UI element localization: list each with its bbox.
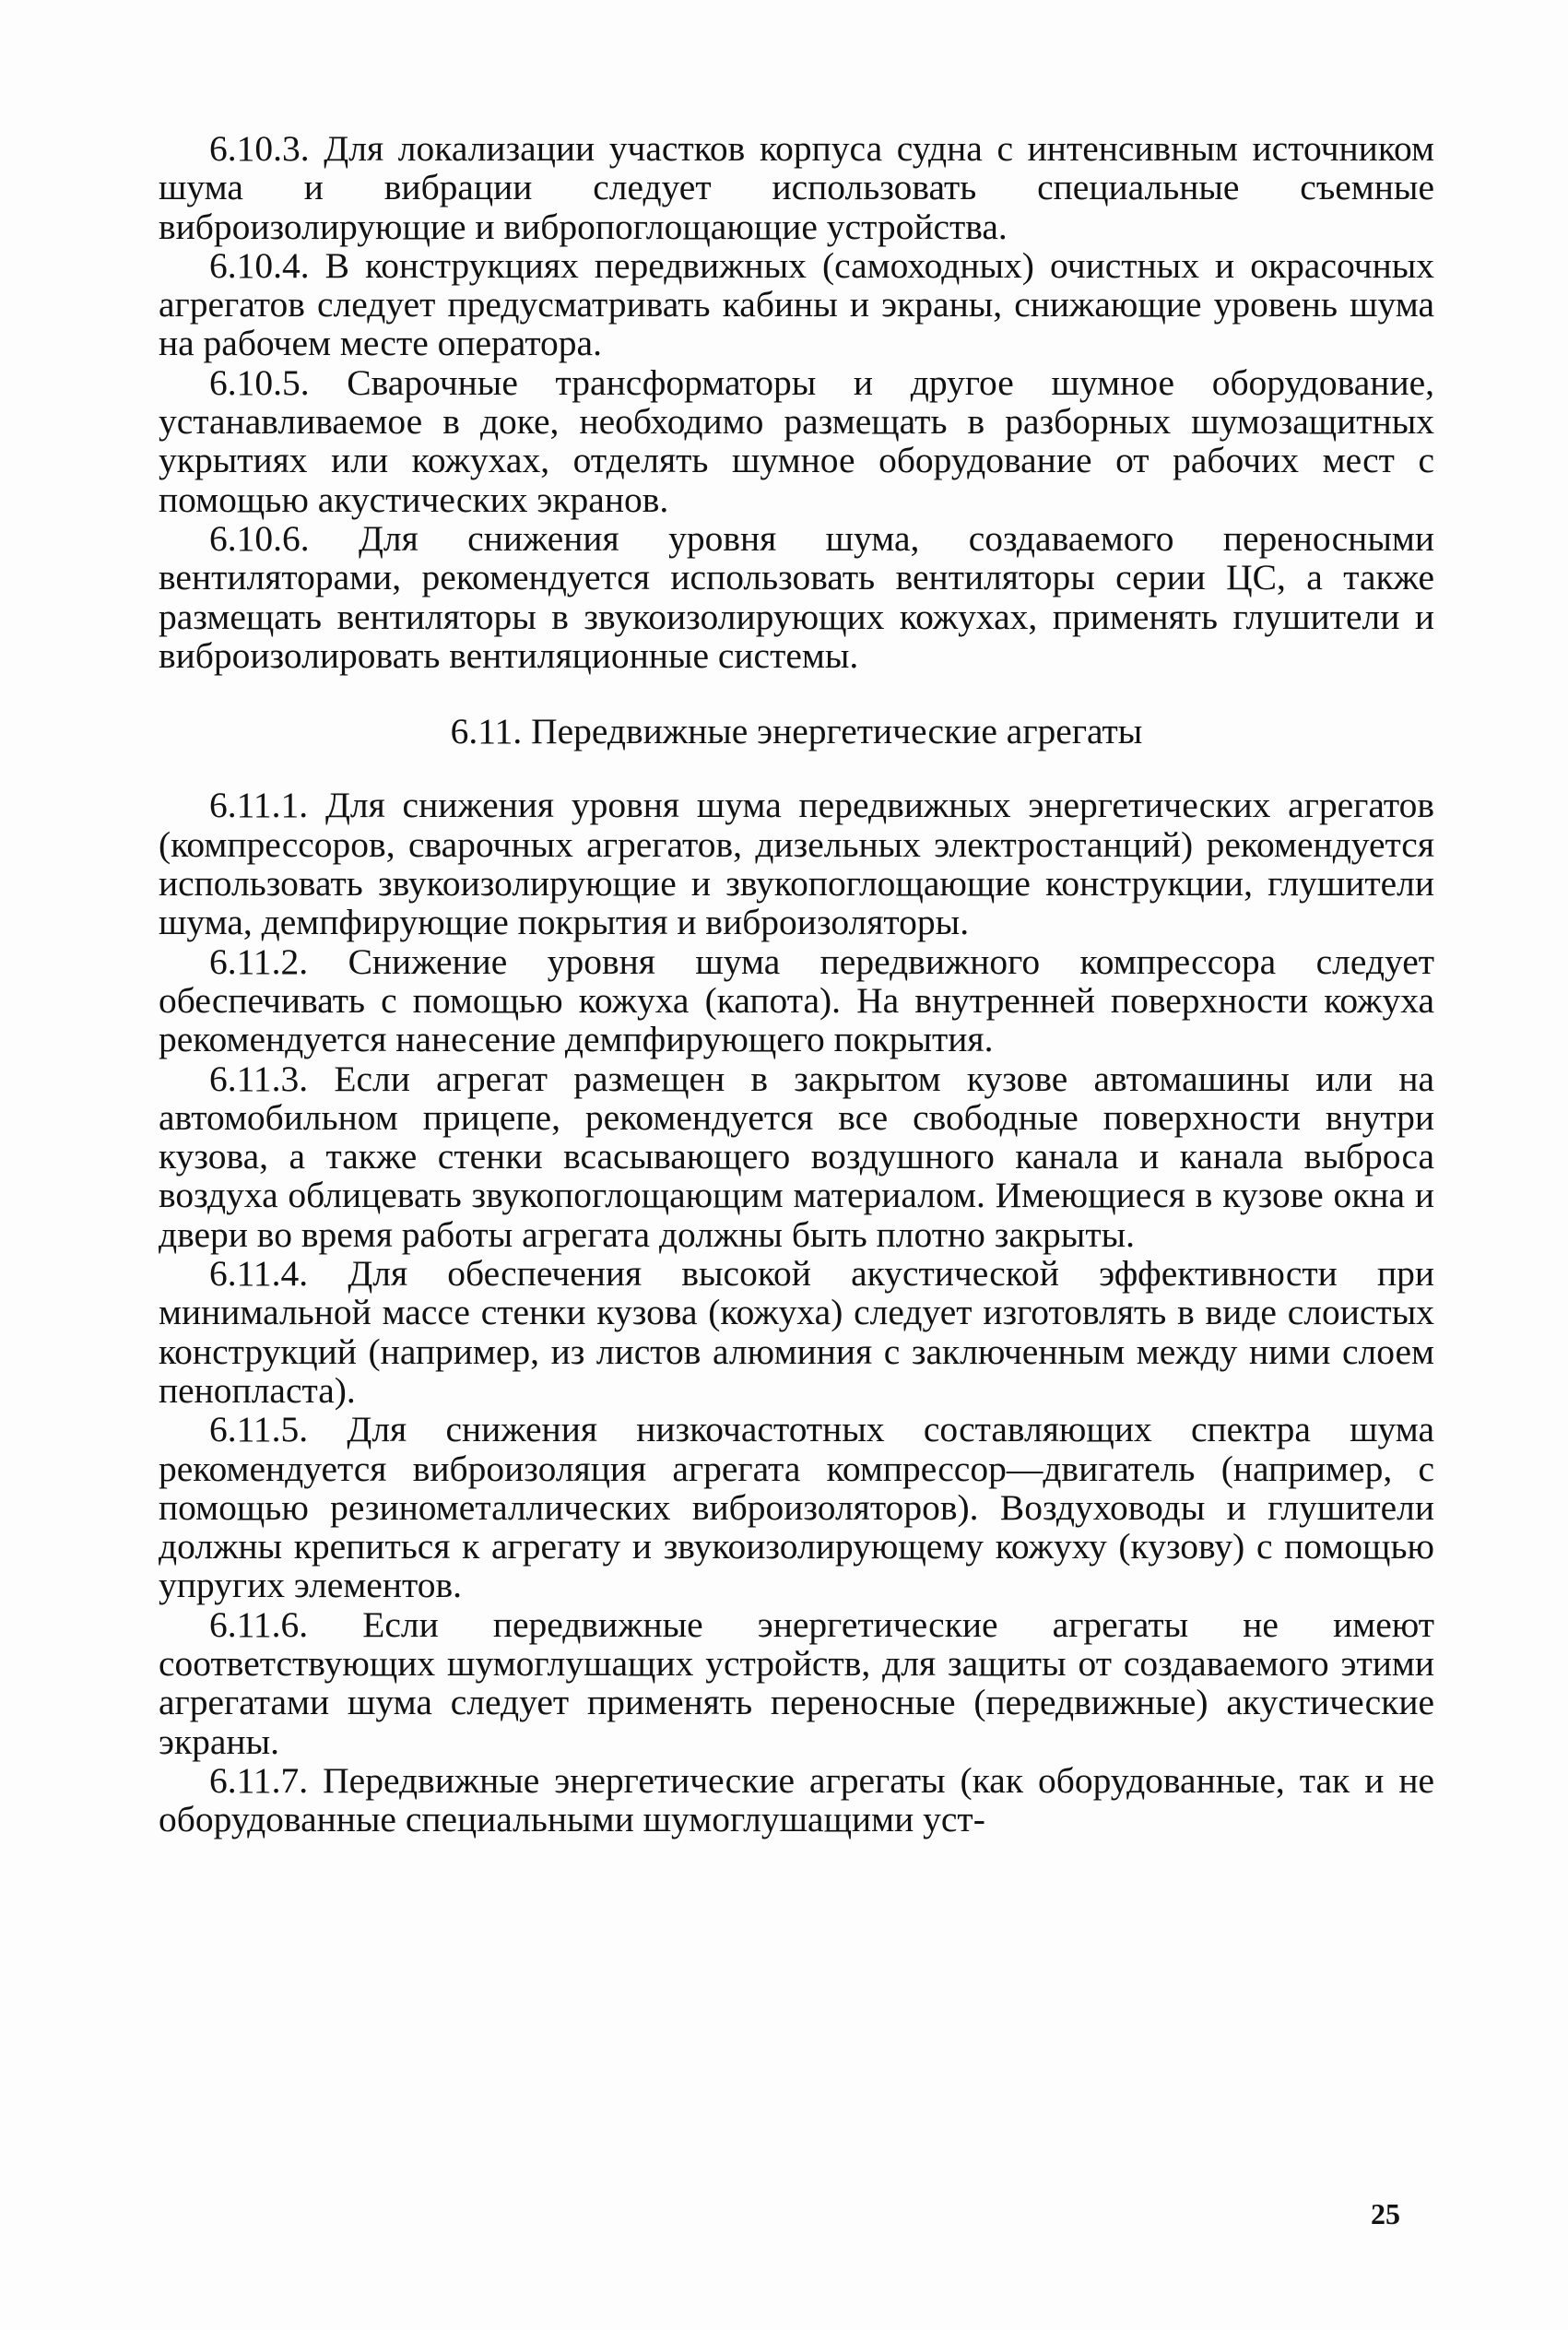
paragraph-6-11-6: 6.11.6. Если передвижные энергетические агрегаты не имеют соответствующих шумоглушащих устройств, для защиты от создаваемого этими агрегатами шума следует применять переносные (передвижные) акустические экраны. — [159, 1603, 1434, 1762]
paragraph-6-11-4: 6.11.4. Для обеспечения высокой акустической эффективности при минимальной массе стенки кузова (кожуха) следует изготовлять в виде слоистых конструкций (например, из листов алюминия с заключенным между ними слоем пенопласта). — [159, 1253, 1434, 1411]
section-heading: 6.11. Передвижные энергетические агрегаты — [450, 711, 1143, 752]
paragraph-6-11-7: 6.11.7. Передвижные энергетические агрегаты (как оборудованные, так и не оборудованные специальными шумоглушащими уст- — [159, 1759, 1434, 1840]
paragraph-6-10-3: 6.10.3. Для локализации участков корпуса судна с интенсивным источником шума и вибрации следует использовать специальные съемные виброизолирующие и вибропоглощающие устройства. — [159, 128, 1434, 247]
paragraph-6-11-1: 6.11.1. Для снижения уровня шума передвижных энергетических агрегатов (компрессоров, сварочных агрегатов, дизельных электростанций) рекомендуется использовать звукоизолирующие и звукопоглощающие конструкции, глушители шума, демпфирующие покрытия и виброизоляторы. — [159, 785, 1434, 943]
body-text — [159, 129, 1434, 1839]
paragraph-6-10-4: 6.10.4. В конструкциях передвижных (самоходных) очистных и окрасочных агрегатов следует предусматривать кабины и экраны, снижающие уровень шума на рабочем месте оператора. — [159, 244, 1434, 364]
paragraph-6-10-6: 6.10.6. Для снижения уровня шума, создаваемого переносными вентиляторами, рекомендуется использовать вентиляторы серии ЦС, а также размещать вентиляторы в звукоизолирующих кожухах, применять глушители и виброизолировать вентиляционные системы. — [159, 517, 1434, 676]
paragraph-6-11-5: 6.11.5. Для снижения низкочастотных составляющих спектра шума рекомендуется виброизоляция агрегата компрессор—двигатель (например, с помощью резинометаллических виброизоляторов). Воздуховоды и глушители должны крепиться к агрегату и звукоизолирующему кожуху (кузову) с помощью упругих элементов. — [159, 1409, 1434, 1606]
paragraph-6-11-2: 6.11.2. Снижение уровня шума передвижного компрессора следует обеспечивать с помощью кожуха (капота). На внутренней поверхности кожуха рекомендуется нанесение демпфирующего покрытия. — [159, 940, 1434, 1060]
page-number: 25 — [1371, 2197, 1400, 2230]
paragraph-6-10-5: 6.10.5. Сварочные трансформаторы и другое шумное оборудование, устанавливаемое в доке, необходимо размещать в разборных шумозащитных укрытиях или кожухах, отделять шумное оборудование от рабочих мест с помощью акустических экранов. — [159, 361, 1434, 520]
paragraph-6-11-3: 6.11.3. Если агрегат размещен в закрытом кузове автомашины или на автомобильном прицепе, рекомендуется все свободные поверхности внутри кузова, а также стенки всасывающего воздушного канала и канала выброса воздуха облицевать звукопоглощающим материалом. Имеющиеся в кузове окна и двери во время работы агрегата должны быть плотно закрыты. — [159, 1058, 1434, 1255]
